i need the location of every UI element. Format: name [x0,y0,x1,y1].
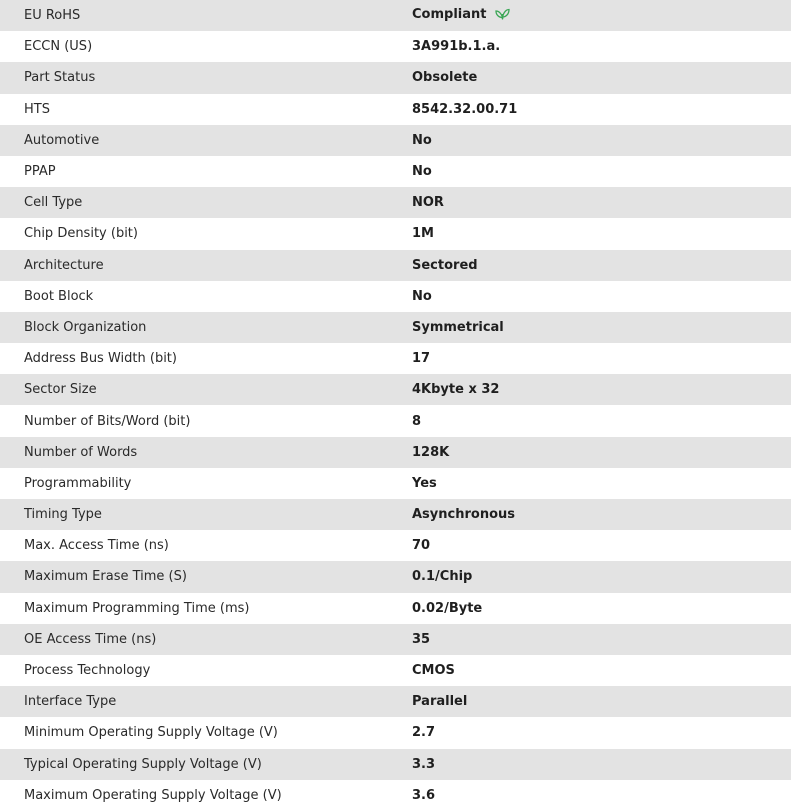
attribute-name: ECCN (US) [24,39,93,55]
attribute-name: Max. Access Time (ns) [24,538,169,554]
attribute-name: Maximum Programming Time (ms) [24,600,250,616]
attribute-name: Interface Type [24,694,117,710]
attribute-name: OE Access Time (ns) [24,631,157,647]
table-row [0,31,791,62]
attribute-value: 0.1/Chip [412,569,473,585]
attribute-name: PPAP [24,164,56,180]
attribute-name: Sector Size [24,382,97,398]
attribute-name: Minimum Operating Supply Voltage (V) [24,725,278,741]
attribute-name: Address Bus Width (bit) [24,351,177,367]
attribute-name: HTS [24,101,50,117]
table-row [0,655,791,686]
table-row [0,250,791,281]
table-row [0,94,791,125]
attribute-value: Asynchronous [412,507,516,523]
attribute-value: Symmetrical [412,319,504,335]
table-row [0,749,791,780]
attribute-name: Number of Words [24,444,138,460]
attribute-value: 3.3 [412,756,436,772]
table-row [0,312,791,343]
table-row [0,624,791,655]
attribute-value: 4Kbyte x 32 [412,382,500,398]
attribute-name: Maximum Operating Supply Voltage (V) [24,787,282,803]
attribute-value: Compliant [412,7,487,23]
table-row [0,218,791,249]
attribute-name: Number of Bits/Word (bit) [24,413,191,429]
attribute-value: 17 [412,351,431,367]
attribute-name: EU RoHS [24,8,81,24]
table-row [0,187,791,218]
attribute-name: Timing Type [24,507,102,523]
attribute-value: No [412,288,432,304]
attribute-name: Cell Type [24,195,83,211]
attribute-value: 2.7 [412,725,436,741]
table-row [0,281,791,312]
table-row [0,62,791,93]
table-row [0,780,791,811]
attribute-name: Architecture [24,257,104,273]
attribute-value: 128K [412,444,450,460]
table-row [0,717,791,748]
attribute-value: 8 [412,413,422,429]
attribute-value: NOR [412,195,444,211]
attribute-name: Programmability [24,475,132,491]
attribute-name: Boot Block [24,288,94,304]
table-row [0,686,791,717]
attribute-name: Automotive [24,132,100,148]
attribute-value: 70 [412,538,431,554]
attribute-value: Yes [412,475,437,491]
table-row [0,0,791,31]
leaf-icon [495,8,510,24]
attribute-name: Process Technology [24,663,151,679]
table-row [0,374,791,405]
attribute-value: No [412,164,432,180]
table-row [0,468,791,499]
attribute-value: 3.6 [412,787,436,803]
table-row [0,343,791,374]
attribute-name: Maximum Erase Time (S) [24,569,187,585]
attribute-name: Chip Density (bit) [24,226,138,242]
table-row [0,156,791,187]
attribute-value-cell [412,0,791,31]
table-row [0,437,791,468]
table-row [0,125,791,156]
table-row [0,530,791,561]
attribute-name: Block Organization [24,319,147,335]
attribute-name: Typical Operating Supply Voltage (V) [24,756,262,772]
attribute-value: 35 [412,631,431,647]
attribute-value: CMOS [412,663,455,679]
table-row [0,405,791,436]
attribute-value: Obsolete [412,70,478,86]
table-row [0,499,791,530]
attribute-value: No [412,132,432,148]
attribute-value: Parallel [412,694,468,710]
attribute-name: Part Status [24,70,96,86]
attribute-value: 1M [412,226,434,242]
attribute-value: 0.02/Byte [412,600,483,616]
attribute-value: 8542.32.00.71 [412,101,518,117]
table-row [0,561,791,592]
table-row [0,593,791,624]
attribute-value: 3A991b.1.a. [412,39,501,55]
attribute-value: Sectored [412,257,478,273]
